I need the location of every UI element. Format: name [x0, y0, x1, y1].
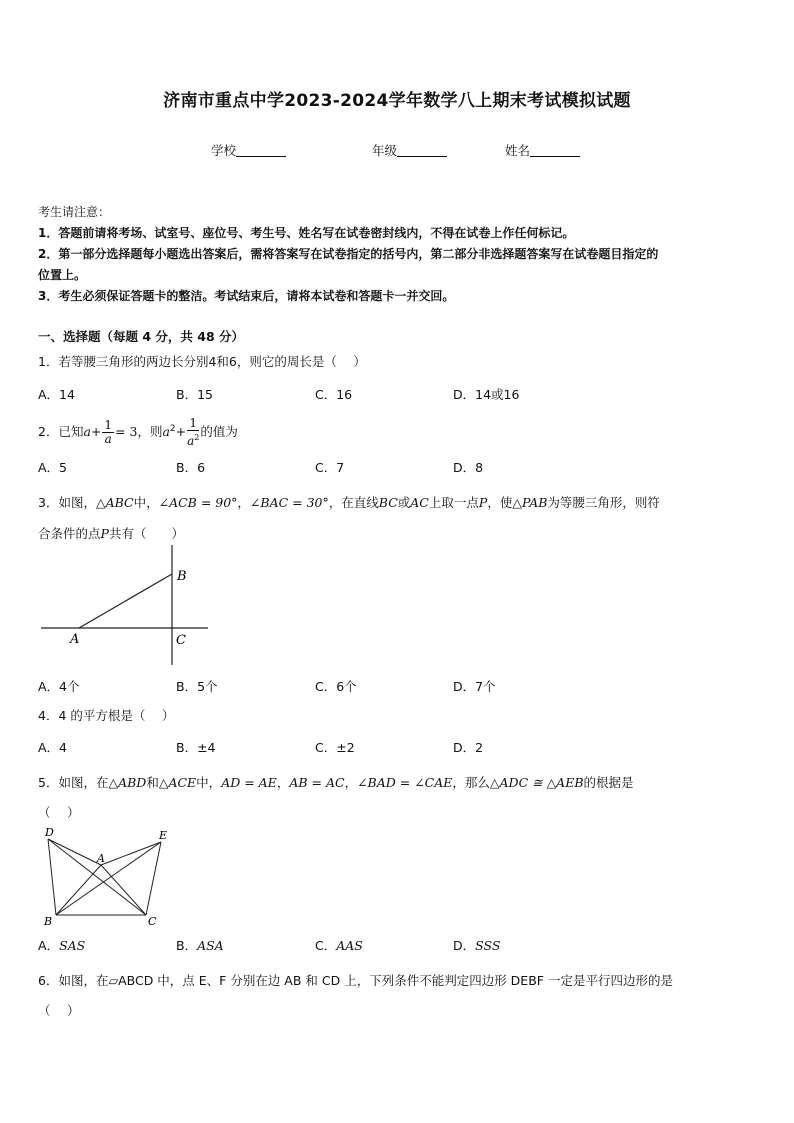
q2-var-a: a [83, 424, 91, 440]
q5-option-b[interactable] [176, 936, 224, 954]
q3-text: 中， [133, 495, 159, 510]
q5-condition-1: AD = AE [221, 775, 277, 790]
grade-blank[interactable] [397, 144, 447, 157]
q5-triangle-ace: △ACE [158, 775, 197, 790]
q1-option-b[interactable]: B．15 [176, 387, 213, 402]
q4-option-b[interactable]: B．±4 [176, 740, 216, 755]
q3-option-c[interactable]: C．6个 [315, 679, 357, 694]
q5-label-a: A [97, 852, 105, 865]
school-label: 学校 [211, 143, 237, 158]
q4-option-a[interactable]: A．4 [38, 740, 68, 755]
q2-mid: ，则 [137, 424, 163, 440]
q5-option-d[interactable] [453, 936, 500, 954]
q3-text: 为等腰三角形，则符 [547, 495, 660, 510]
q5-triangle-abd: △ABD [108, 775, 147, 790]
q5-line-2: （ ） [38, 805, 80, 820]
q3-label-b: B [177, 569, 187, 584]
grade-label: 年级 [372, 143, 398, 158]
name-blank[interactable] [530, 144, 580, 157]
q5-text: ， [276, 775, 290, 790]
q2-equals: = 3 [115, 424, 138, 440]
q5-label-b: B [44, 915, 53, 928]
q1-option-c[interactable]: C．16 [315, 387, 353, 402]
q5-segment-ac [101, 865, 146, 915]
q3-triangle-pab: △PAB [512, 495, 548, 510]
q3-label-c: C [176, 633, 186, 648]
q2-option-c[interactable]: C．7 [315, 460, 345, 475]
notice-item: 1．答题前请将考场、试室号、座位号、考生号、姓名写在试卷密封线内，不得在试卷上作任何标记。 [38, 226, 575, 240]
school-blank[interactable] [236, 144, 286, 157]
section-heading: 一、选择题（每题 4 分，共 48 分） [38, 329, 245, 344]
q5-condition-3: ∠BAD = ∠CAE [357, 775, 453, 790]
q2-frac2-exponent: 2 [194, 433, 200, 443]
q2-prefix: 2．已知 [38, 424, 84, 440]
q3-point-p: P [100, 526, 109, 541]
q2-exponent: 2 [169, 424, 176, 434]
q5-text: ， [344, 775, 358, 790]
q2-frac2-den [187, 431, 199, 448]
q2-option-a[interactable]: A．5 [38, 460, 68, 475]
q5-text: 和 [146, 775, 159, 790]
notice-item: 位置上。 [38, 268, 87, 282]
q5-congruence: △ADC ≅ △AEB [489, 775, 584, 790]
q3-option-d[interactable]: D．7个 [453, 679, 496, 694]
q5-condition-2: AB = AC [289, 775, 345, 790]
q5-option-value: AAS [336, 938, 363, 953]
q5-segment-da [48, 839, 101, 865]
q2-option-d[interactable]: D．8 [453, 460, 484, 475]
q5-text: 中， [196, 775, 222, 790]
q3-text: 3．如图， [38, 495, 96, 510]
q3-option-b[interactable]: B．5个 [176, 679, 218, 694]
name-label: 姓名 [505, 143, 531, 158]
notice-item: 2．第一部分选择题每小题选出答案后，需将答案写在试卷指定的括号内，第二部分非选择题答案写在试卷题目指定的 [38, 247, 659, 261]
q5-label-e: E [159, 829, 168, 842]
q3-text: 上取一点 [428, 495, 479, 510]
notice-heading: 考生请注意： [38, 205, 111, 219]
q2-fraction-2 [187, 417, 199, 448]
q1-option-a[interactable]: A．14 [38, 387, 75, 402]
notice-item: 3．考生必须保证答题卡的整洁。考试结束后，请将本试卷和答题卡一并交回。 [38, 289, 455, 303]
q3-point-p: P [478, 495, 488, 510]
q3-text: 或 [397, 495, 411, 510]
q5-segment-ab [56, 865, 101, 915]
q4-option-d[interactable]: D．2 [453, 740, 484, 755]
q3-text: ， [237, 495, 250, 510]
q3-angle-bac: ∠BAC = 30° [249, 495, 329, 510]
q3-line-1 [38, 487, 760, 518]
q4-option-c[interactable]: C．±2 [315, 740, 355, 755]
q5-option-value: SAS [59, 938, 86, 953]
q5-text: 的根据是 [583, 775, 634, 790]
q6-line-2: （ ） [38, 1003, 80, 1018]
q5-option-letter: A． [38, 938, 60, 953]
q5-segment-eb [56, 842, 161, 915]
q3-figure [38, 545, 213, 670]
q5-figure [38, 825, 173, 930]
q2-frac2-num: 1 [187, 417, 199, 431]
q5-segment-db [48, 839, 56, 915]
q2-frac-den: a [104, 432, 112, 447]
q3-text: ，在直线 [328, 495, 379, 510]
q2-plus: + [90, 424, 102, 440]
q5-segment-ce [146, 842, 161, 915]
q3-text: ，使 [487, 495, 513, 510]
q2-frac2-den-var: a [187, 434, 195, 449]
q3-text: 共有（ ） [108, 526, 184, 541]
q3-label-a: A [70, 632, 80, 647]
q5-text: ，那么 [452, 775, 490, 790]
q2-suffix: 的值为 [200, 424, 238, 440]
q2-var-a2: a [162, 424, 170, 440]
q5-label-c: C [148, 915, 157, 928]
q5-option-value: ASA [197, 938, 224, 953]
q5-segment-ea [101, 842, 161, 865]
question-2 [38, 412, 760, 449]
q5-option-a[interactable] [38, 936, 85, 954]
school-field[interactable] [211, 141, 286, 159]
q5-option-value: SSS [475, 938, 501, 953]
q5-label-d: D [45, 826, 54, 839]
grade-field[interactable] [372, 141, 447, 159]
question-1: 1．若等腰三角形的两边长分别4和6，则它的周长是（ ） [38, 354, 366, 369]
q5-option-c[interactable] [315, 936, 363, 954]
q3-text: 合条件的点 [38, 526, 101, 541]
q6-line-1: 6．如图，在▱ABCD 中，点 E、F 分别在边 AB 和 CD 上，下列条件不能判定四边形 DEBF 一定是平行四边形的是 [38, 973, 673, 988]
notice-block [38, 202, 760, 307]
q5-segment-dc [48, 839, 146, 915]
q5-option-letter: C． [315, 938, 337, 953]
question-3 [38, 487, 760, 549]
q5-option-letter: B． [176, 938, 198, 953]
q5-option-letter: D． [453, 938, 476, 953]
name-field[interactable] [505, 141, 580, 159]
q2-frac-num: 1 [104, 418, 113, 433]
q2-plus2: + [175, 424, 187, 440]
q3-line-ac: AC [410, 495, 429, 510]
q3-segment-ab [79, 574, 172, 628]
q5-text: 5．如图，在 [38, 775, 109, 790]
q3-angle-acb: ∠ACB = 90° [158, 495, 238, 510]
question-6 [38, 966, 760, 1026]
q3-line-bc: BC [378, 495, 398, 510]
q2-option-b[interactable]: B．6 [176, 460, 206, 475]
q3-option-a[interactable]: A．4个 [38, 679, 80, 694]
question-5 [38, 768, 760, 828]
q3-triangle: △ABC [95, 495, 134, 510]
q5-line-1 [38, 768, 760, 798]
question-4: 4．4 的平方根是（ ） [38, 708, 175, 723]
q2-fraction [102, 419, 114, 446]
q1-option-d[interactable]: D．14或16 [453, 387, 520, 402]
page-title: 济南市重点中学2023-2024学年数学八上期末考试模拟试题 [163, 91, 631, 111]
